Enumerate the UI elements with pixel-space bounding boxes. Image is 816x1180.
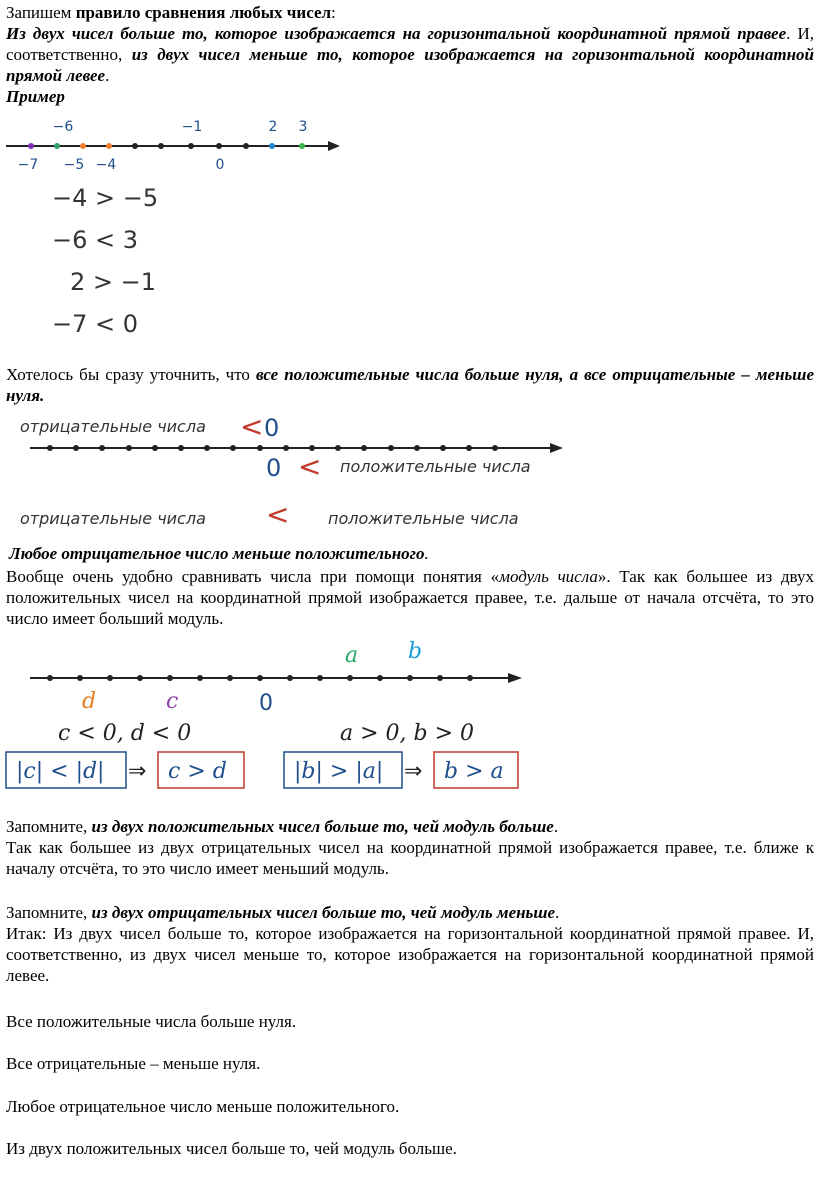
para2-lead: Хотелось бы сразу уточнить, что [6, 365, 256, 384]
inequality-3: 2 > −1 [70, 268, 157, 296]
summary-line-1: Все положительные числа больше нуля. [6, 1012, 297, 1031]
label-b: b [408, 639, 423, 664]
axis-dot [347, 675, 353, 681]
modulus-cd: |c| < |d| [16, 759, 105, 784]
axis-arrow [508, 673, 522, 683]
axis-dot [107, 675, 113, 681]
point-minus-5 [80, 143, 86, 149]
summary-line-2: Все отрицательные – меньше нуля. [6, 1054, 261, 1073]
inequality-1: −4 > −5 [52, 184, 159, 212]
axis-dot [466, 445, 472, 451]
remember2-lead: Запомните, [6, 903, 92, 922]
remember1-bold: из двух положительных чисел больше то, чей модуль больше [91, 817, 554, 836]
para3-bold: Любое отрицательное число меньше положительного [9, 544, 425, 563]
para-modulus [6, 566, 814, 629]
para4-lead: Вообще очень удобно сравнивать числа при помощи понятия « [6, 567, 500, 586]
point-minus-7 [28, 143, 34, 149]
axis-dot [283, 445, 289, 451]
axis-dot [287, 675, 293, 681]
axis-dot [73, 445, 79, 451]
axis-dot [197, 675, 203, 681]
axis-dot [467, 675, 473, 681]
inequality-4: −7 < 0 [52, 310, 139, 338]
axis-dot [204, 445, 210, 451]
axis-dot [257, 675, 263, 681]
inequality-2: −6 < 3 [52, 226, 139, 254]
axis-dot [407, 675, 413, 681]
axis-dot [230, 445, 236, 451]
label-minus-5: −5 [63, 157, 85, 173]
axis-dot [440, 445, 446, 451]
axis-dot [227, 675, 233, 681]
label-minus-1: −1 [181, 119, 203, 135]
zero-label-1: 0 [264, 414, 280, 442]
example-label: Пример [6, 87, 65, 106]
point-minus-4 [106, 143, 112, 149]
label-a: a [345, 643, 359, 668]
para-any-negative [9, 543, 816, 564]
axis-dot [437, 675, 443, 681]
axis-dot [335, 445, 341, 451]
label-zero: 0 [259, 691, 273, 716]
axis-dot [152, 445, 158, 451]
point-minus-6 [54, 143, 60, 149]
positive-numbers-label: положительные числа [340, 457, 531, 476]
summary-paragraph: Итак: Из двух чисел больше то, которое изображается на горизонтальной координатной прямой правее. И, соответственно, из двух чисел меньше то, которое изображается на горизонтальной координатной прямой левее. [6, 924, 814, 985]
label-d: d [82, 689, 97, 714]
remember2-end: . [555, 903, 560, 922]
number-line-1 [0, 112, 350, 182]
negative-numbers-label: отрицательные числа [20, 417, 206, 436]
modulus-ab: |b| > |a| [294, 759, 384, 784]
intro-mid: . И, соответственно, [6, 24, 814, 64]
label-minus-6: −6 [52, 119, 74, 135]
remember1-lead: Запомните, [6, 817, 92, 836]
axis-dot [167, 675, 173, 681]
point-three [299, 143, 305, 149]
point-one [243, 143, 249, 149]
label-zero: 0 [215, 157, 225, 173]
axis-dot [47, 445, 53, 451]
axis-dot [492, 445, 498, 451]
point-minus-2 [158, 143, 164, 149]
axis-arrow [328, 141, 340, 151]
intro-lead: Запишем [6, 3, 76, 22]
axis-dot [388, 445, 394, 451]
axis-dot [257, 445, 263, 451]
point-minus-3 [132, 143, 138, 149]
intro-colon: : [331, 3, 336, 22]
point-two [269, 143, 275, 149]
less-than-sign-1: < [240, 410, 264, 443]
number-line-3 [0, 634, 540, 794]
condition-positive: a > 0, b > 0 [340, 721, 475, 746]
label-c: c [166, 689, 179, 714]
summary-line-3: Любое отрицательное число меньше положительного. [6, 1097, 400, 1116]
label-two: 2 [268, 119, 278, 135]
point-minus-1 [188, 143, 194, 149]
summary-line-4: Из двух положительных чисел больше то, чей модуль больше. [6, 1139, 457, 1158]
less-than-sign-3: < [266, 498, 290, 531]
label-minus-7: −7 [17, 157, 39, 173]
remember-positive [6, 816, 814, 837]
condition-negative: c < 0, d < 0 [58, 721, 192, 746]
para2-bold: все положительные числа больше нуля, а все отрицательные – меньше нуля. [6, 365, 814, 405]
axis-dot [126, 445, 132, 451]
implies-arrow-2: ⇒ [404, 759, 423, 784]
rule-left: из двух чисел меньше то, которое изображается на горизонтальной координатной прямой левее [6, 45, 814, 85]
result-ab: b > a [444, 759, 504, 784]
label-minus-4: −4 [95, 157, 117, 173]
axis-dot [377, 675, 383, 681]
axis-dot [77, 675, 83, 681]
point-zero [216, 143, 222, 149]
para-positive-negative [6, 364, 814, 406]
axis-dot [414, 445, 420, 451]
zero-label-2: 0 [266, 454, 282, 482]
axis-dot [99, 445, 105, 451]
remember2-bold: из двух отрицательных чисел больше то, чей модуль меньше [91, 903, 556, 922]
para-negative-modulus: Так как большее из двух отрицательных чисел на координатной прямой изображается правее, т.е. ближе к началу отсчёта, то это число имеет меньший модуль. [6, 838, 814, 878]
remember-negative [6, 902, 814, 923]
axis-dot [317, 675, 323, 681]
axis-dot [361, 445, 367, 451]
axis-dot [178, 445, 184, 451]
rule-right: Из двух чисел больше то, которое изображается на горизонтальной координатной прямой правее [6, 24, 787, 43]
intro-bold: правило сравнения любых чисел [75, 3, 332, 22]
axis-points [47, 675, 473, 681]
para3-end: . [424, 544, 429, 563]
number-line-2 [0, 408, 580, 533]
remember1-end: . [553, 817, 559, 836]
axis-arrow [550, 443, 563, 453]
para4-italic: модуль числа [499, 567, 598, 586]
intro-end: . [105, 66, 110, 85]
label-three: 3 [298, 119, 308, 135]
axis-dot [137, 675, 143, 681]
axis-dot [47, 675, 53, 681]
intro-paragraph [6, 2, 814, 107]
positive-numbers-label-2: положительные числа [328, 509, 519, 528]
implies-arrow-1: ⇒ [128, 759, 147, 784]
result-cd: c > d [168, 759, 227, 784]
negative-numbers-label-2: отрицательные числа [20, 509, 206, 528]
less-than-sign-2: < [298, 450, 322, 483]
para4-end: ». Так как большее из двух положительных чисел на координатной прямой изображается правее, т.е. дальше от начала отсчёта, то это число имеет больший модуль. [6, 567, 815, 628]
inequalities [0, 180, 200, 340]
